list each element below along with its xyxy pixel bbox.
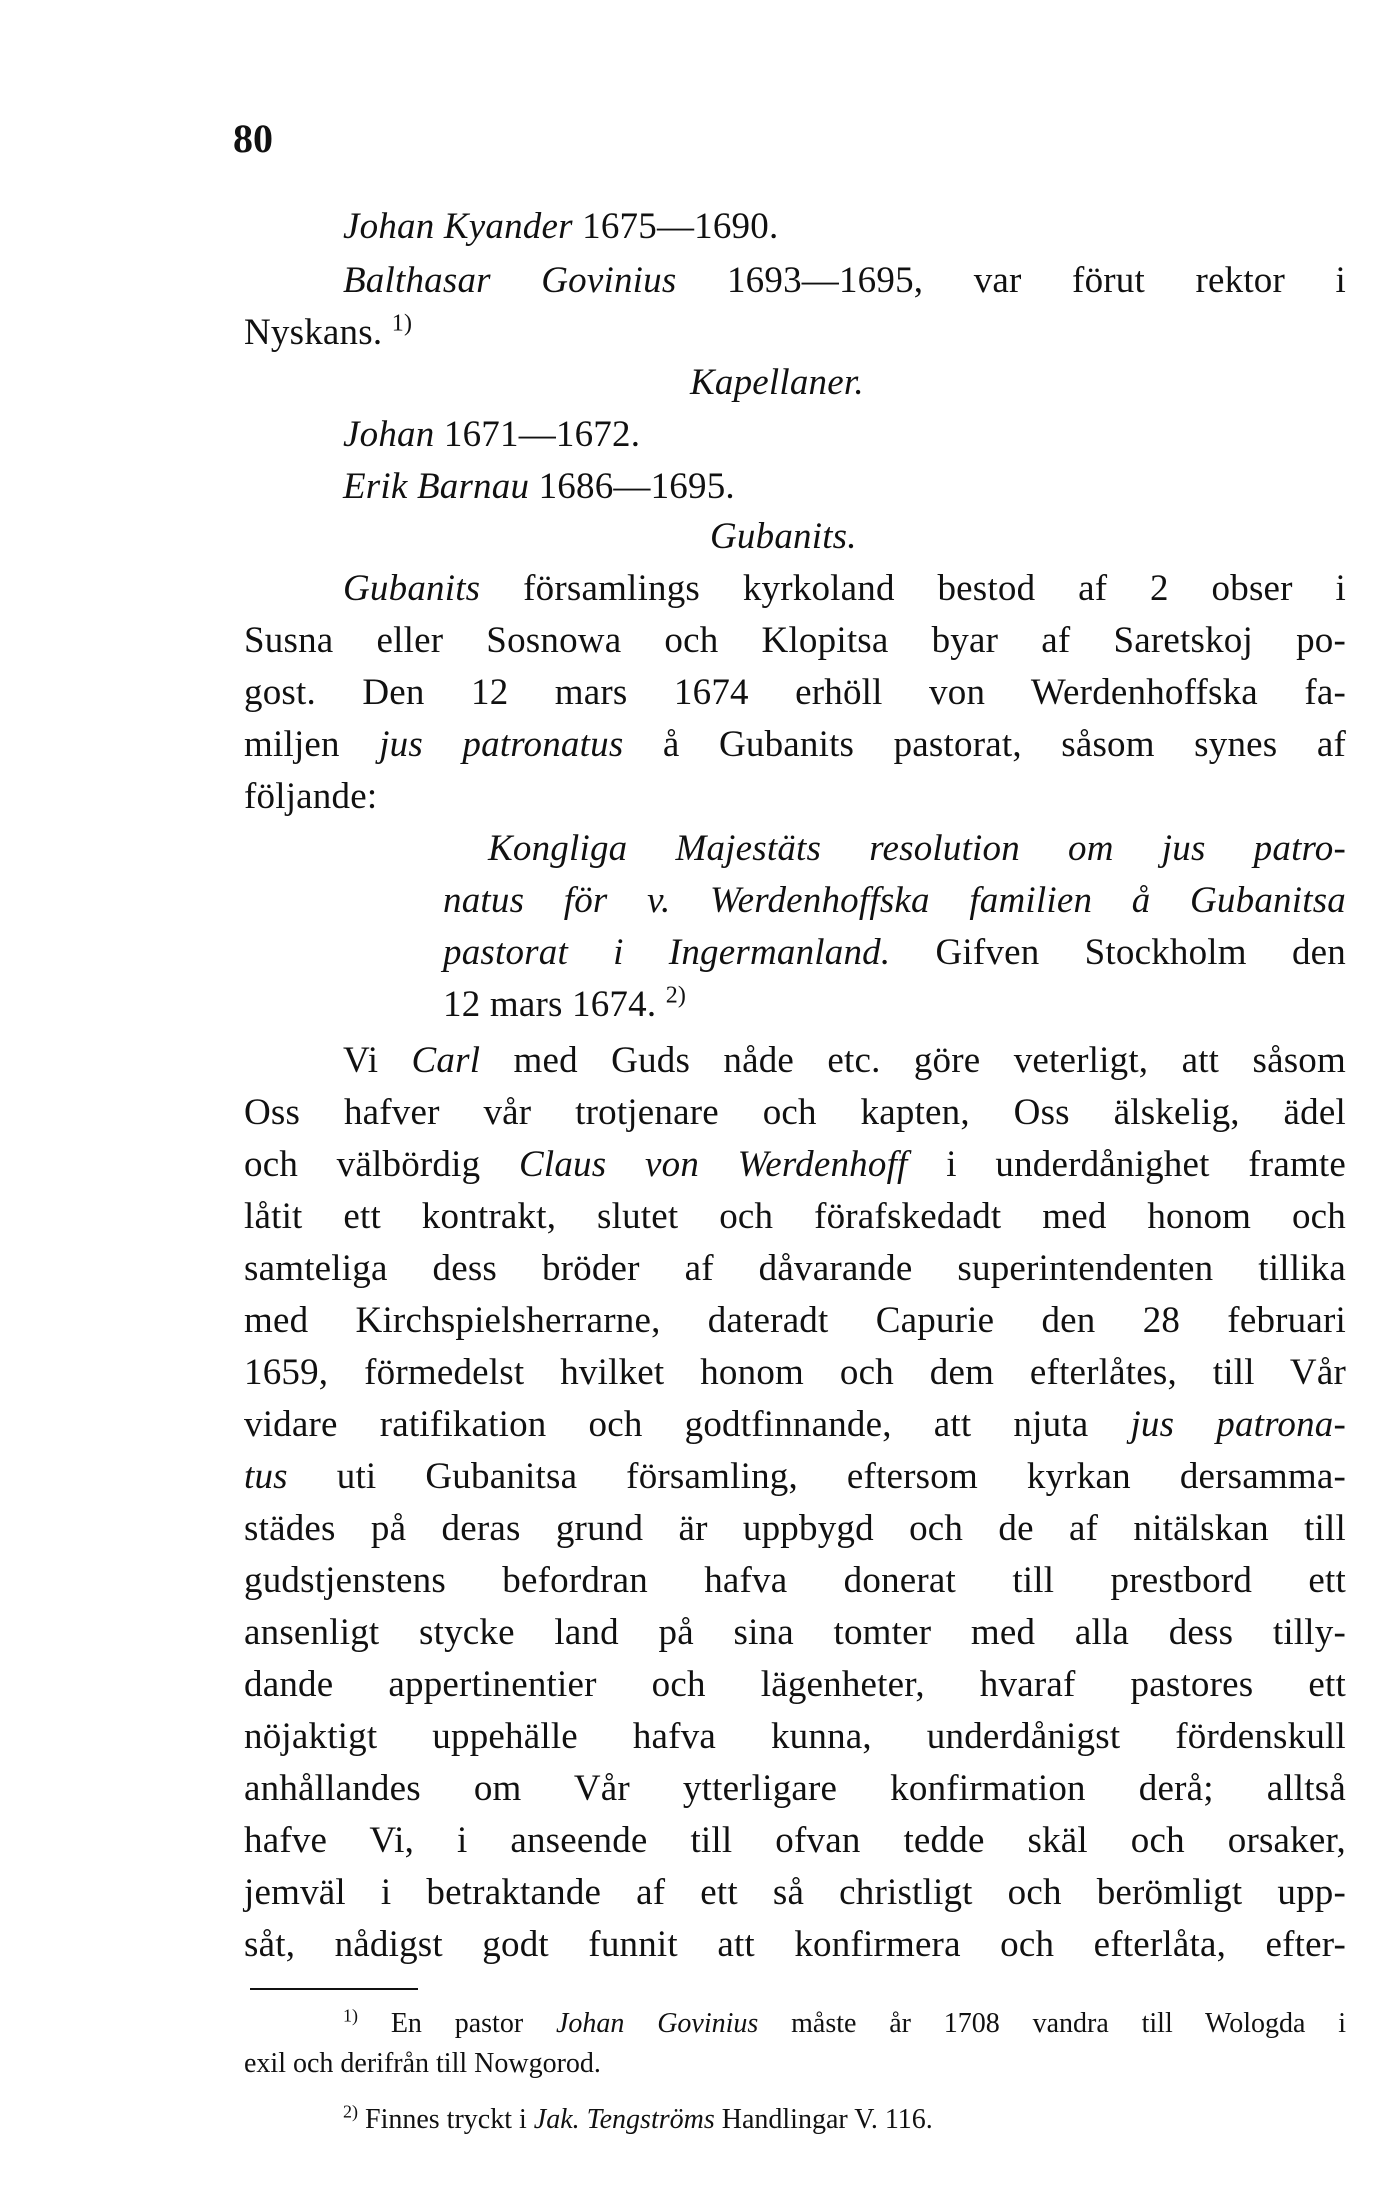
- body-line: 1659, förmedelst hvilket honom och dem efterlåtes, till Vår: [244, 1352, 1346, 1393]
- body-line: Oss hafver vår trotjenare och kapten, Oss älskelig, ädel: [244, 1092, 1346, 1133]
- body-line: städes på deras grund är uppbygd och de af nitälskan till: [244, 1508, 1346, 1549]
- footnote-1-continuation: exil och derifrån till Nowgorod.: [244, 2048, 601, 2079]
- kapellan-years: 1671—1672.: [443, 414, 641, 455]
- pastor-name: Johan Kyander: [343, 206, 573, 247]
- body-line: vidare ratifikation och godtfinnande, att njuta jus patrona-: [244, 1404, 1346, 1445]
- kapellaner-heading: Kapellaner.: [690, 362, 864, 403]
- kapellan-years: 1686—1695.: [538, 466, 735, 507]
- kapellan-entry: [343, 461, 735, 513]
- body-line: och välbördig Claus von Werdenhoff i underdånighet framte: [244, 1144, 1347, 1185]
- paragraph-line: miljen jus patronatus å Gubanits pastorat, såsom synes af: [244, 724, 1346, 765]
- footnote-separator: [250, 1988, 418, 1990]
- body-line: jemväl i betraktande af ett så christligt och berömligt upp-: [244, 1872, 1346, 1913]
- body-line: såt, nådigst godt funnit att konfirmera och efterlåta, efter-: [244, 1924, 1346, 1965]
- section-heading: Gubanits.: [710, 516, 857, 557]
- paragraph-line: Susna eller Sosnowa och Klopitsa byar af Saretskoj po-: [244, 620, 1346, 661]
- footnote-mark: 2): [343, 2101, 358, 2122]
- resolution-title: Kongliga Majestäts resolution om jus patro-: [488, 828, 1346, 869]
- page-number: 80: [233, 116, 273, 161]
- paragraph-line: Gubanits församlings kyrkoland bestod af 2 obser i: [343, 568, 1346, 609]
- body-line: Vi Carl med Guds nåde etc. göre veterligt, att såsom: [343, 1040, 1346, 1081]
- footnote-ref: 2): [665, 982, 687, 1009]
- body-line: dande appertinentier och lägenheter, hvaraf pastores ett: [244, 1664, 1346, 1705]
- pastor-name: Balthasar Govinius: [343, 260, 677, 301]
- footnote-mark: 1): [343, 2005, 358, 2026]
- body-line: ansenligt stycke land på sina tomter med alla dess tilly-: [244, 1612, 1346, 1653]
- body-line: anhållandes om Vår ytterligare konfirmation derå; alltså: [244, 1768, 1346, 1809]
- footnote-1: $^{1)}$ En pastor Johan Govinius måste år 1708 vandra till Wologda i: [343, 2005, 1347, 2039]
- body-line: samteliga dess bröder af dåvarande superintendenten tillika: [244, 1248, 1346, 1289]
- paragraph-line: gost. Den 12 mars 1674 erhöll von Werdenhoffska fa-: [244, 672, 1346, 713]
- pastor-entry: [343, 201, 778, 253]
- kapellan-name: Erik Barnau: [343, 466, 530, 507]
- pastor-continuation: Nyskans. $^{1)}$: [244, 310, 413, 353]
- paragraph-line: följande:: [244, 776, 378, 817]
- pastor-years: 1693—1695, var förut rektor i: [726, 260, 1346, 301]
- pastor-years: 1675—1690.: [582, 206, 779, 247]
- body-line: hafve Vi, i anseende till ofvan tedde skäl och orsaker,: [244, 1820, 1346, 1861]
- pastor-entry: [343, 255, 1346, 307]
- resolution-title: natus för v. Werdenhoffska familien å Gubanitsa: [443, 880, 1346, 921]
- footnote-2: $^{2)}$ Finnes tryckt i Jak. Tengströms Handlingar V. 116.: [343, 2101, 933, 2135]
- body-line: nöjaktigt uppehälle hafva kunna, underdånigst fördenskull: [244, 1716, 1346, 1757]
- resolution-title: pastorat i Ingermanland. Gifven Stockholm den: [443, 932, 1346, 973]
- body-line: låtit ett kontrakt, slutet och förafskedadt med honom och: [244, 1196, 1346, 1237]
- body-line: tus uti Gubanitsa församling, eftersom kyrkan dersamma-: [244, 1456, 1346, 1497]
- body-line: gudstjenstens befordran hafva donerat till prestbord ett: [244, 1560, 1346, 1601]
- footnote-ref: 1): [391, 310, 413, 337]
- kapellan-name: Johan: [343, 414, 435, 455]
- body-line: med Kirchspielsherrarne, dateradt Capurie den 28 februari: [244, 1300, 1346, 1341]
- kapellan-entry: [343, 409, 640, 461]
- resolution-date: 12 mars 1674. $^{2)}$: [443, 982, 687, 1025]
